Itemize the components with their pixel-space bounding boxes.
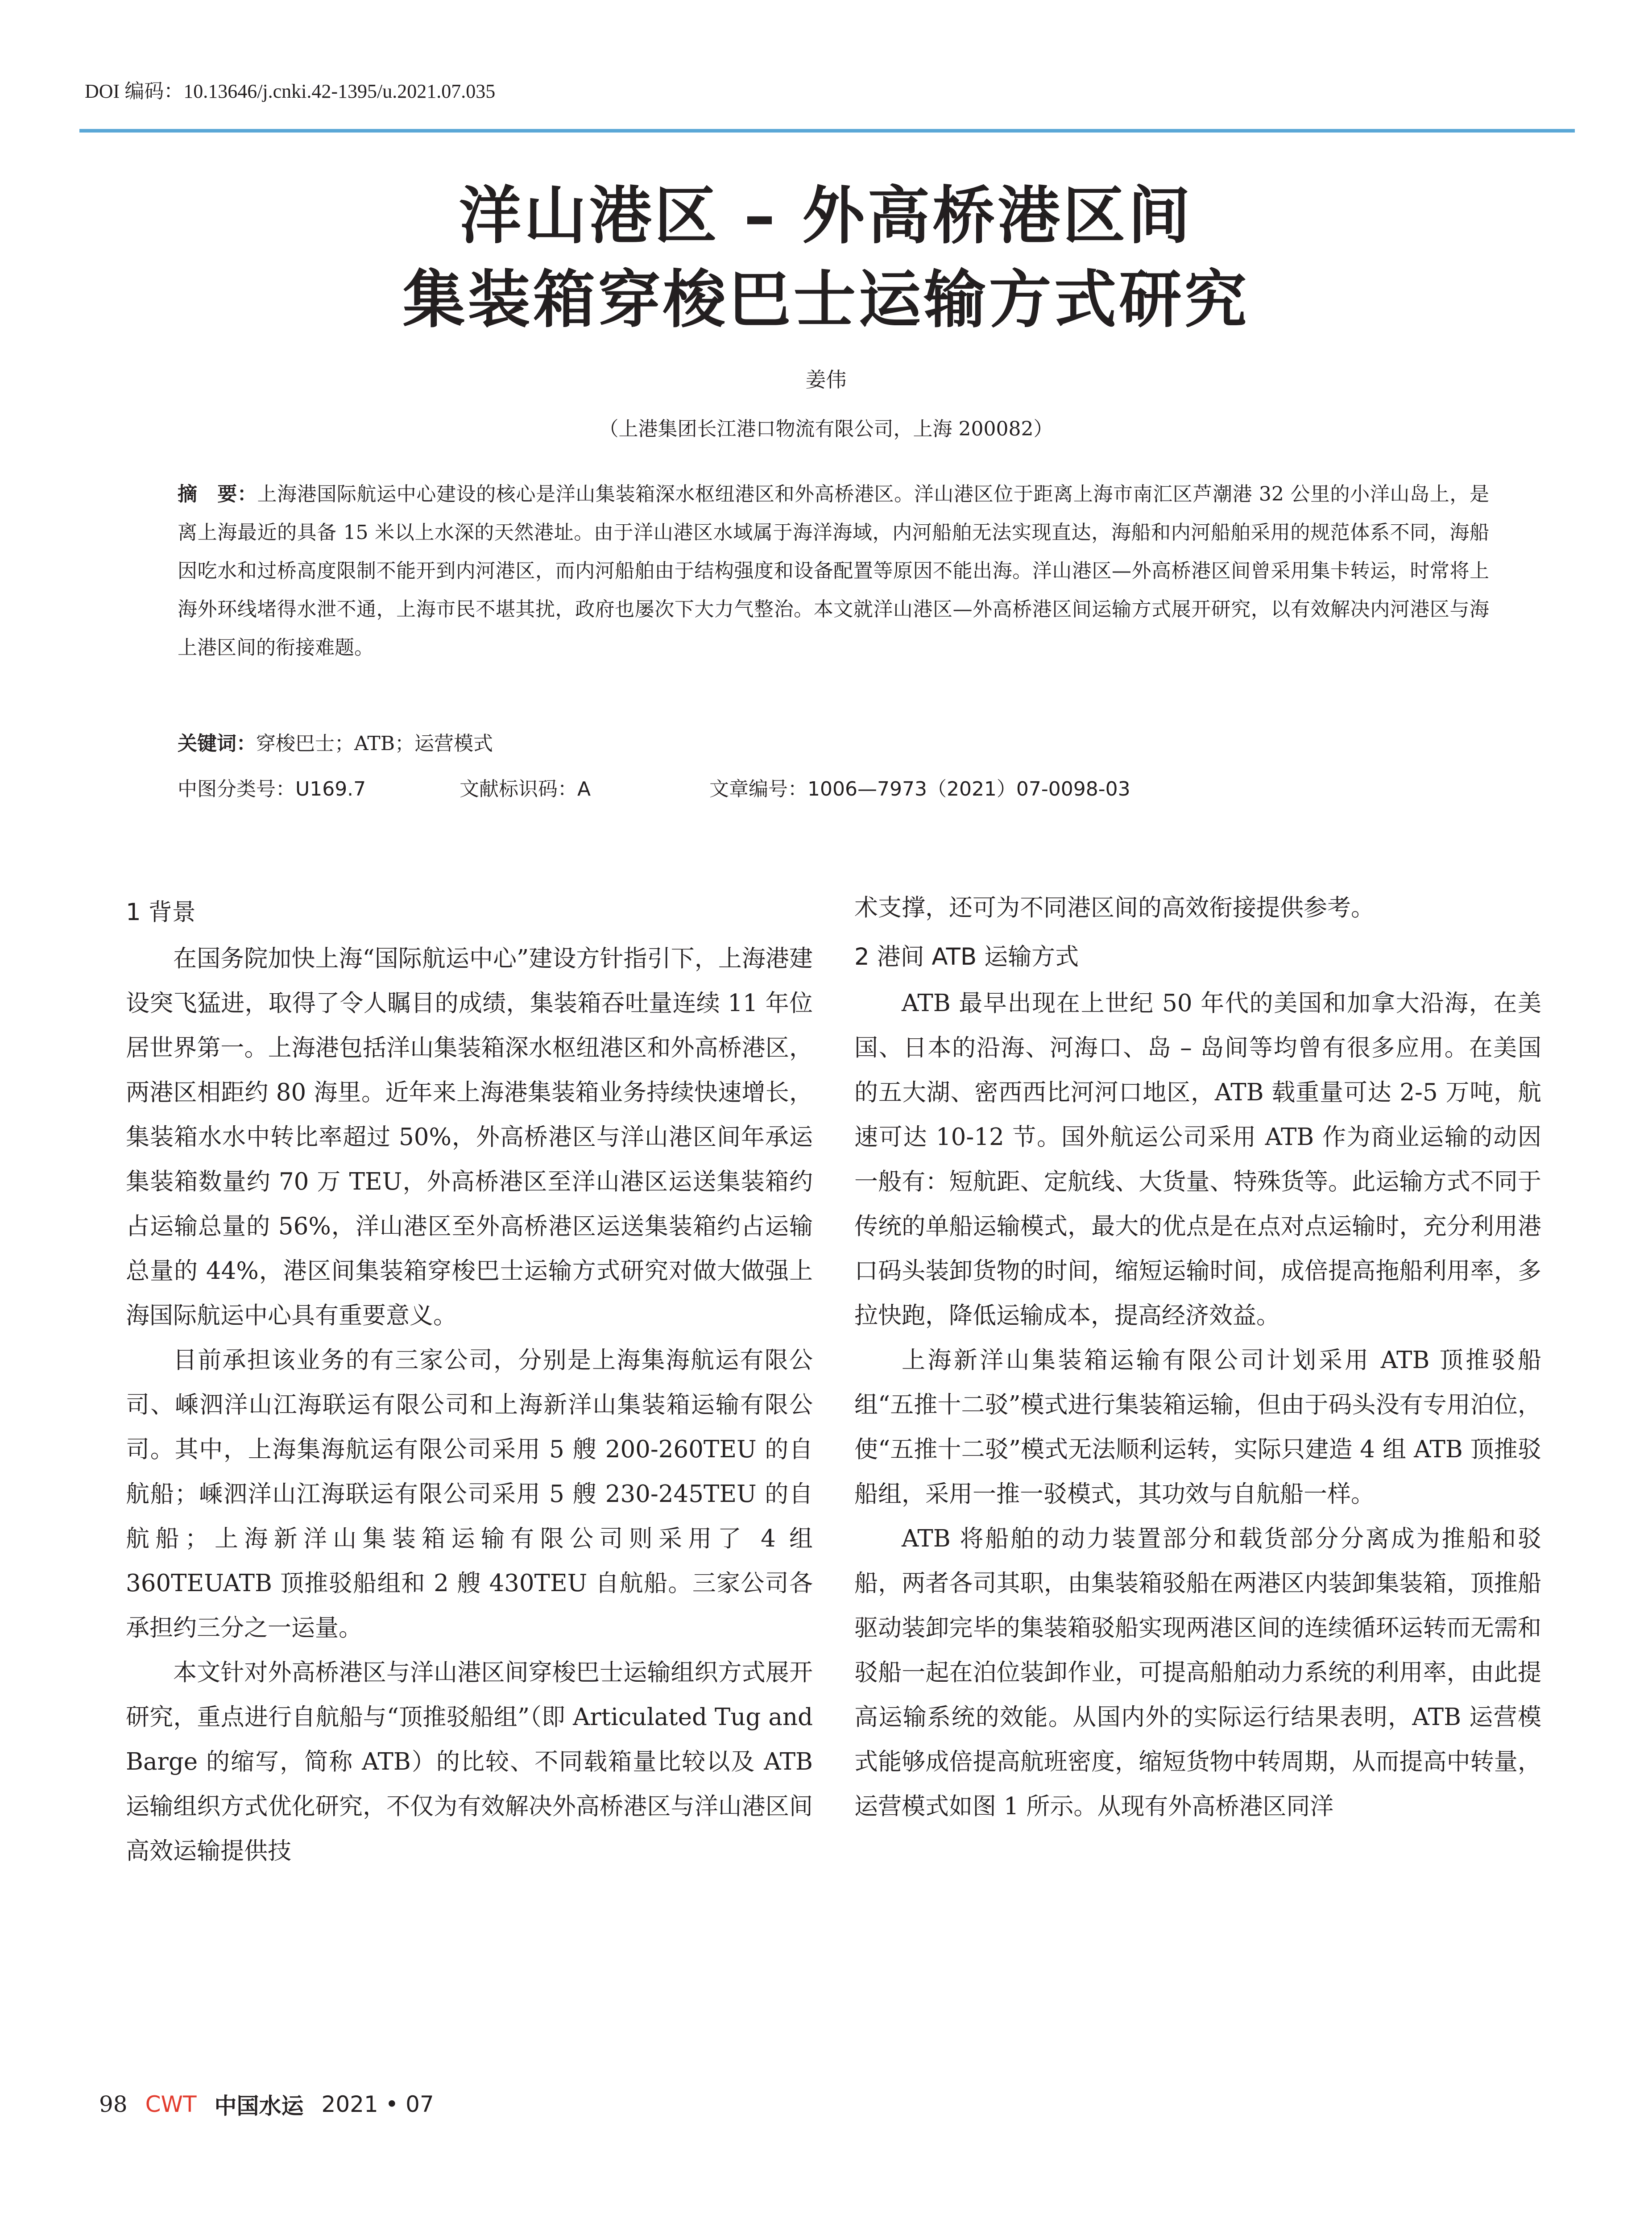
abstract-label: 摘 要： <box>178 483 257 506</box>
keywords <box>178 727 493 756</box>
section-1-heading: 1 背景 <box>126 899 196 926</box>
page-footer <box>99 2088 434 2120</box>
left-column <box>126 886 813 1874</box>
section-2-paragraph-3: ATB 将船舶的动力装置部分和载货部分分离成为推船和驳船，两者各司其职，由集装箱驳船在两港区内装卸集装箱，顶推船驱动装卸完毕的集装箱驳船实现两港区间的连续循环运转而无需和驳船一起在泊位装卸作业，可提高船舶动力系统的利用率，由此提高运输系统的效能。从国内外的实际运行结果表明，ATB 运营模式能够成倍提高航班密度，缩短货物中转周期，从而提高中转量，运营模式如图 1 所示。从现有外高桥港区同洋 <box>854 1525 1541 1820</box>
section-2-paragraph-1: ATB 最早出现在上世纪 50 年代的美国和加拿大沿海，在美国、日本的沿海、河海口、岛 – 岛间等均曾有很多应用。在美国的五大湖、密西西比河河口地区，ATB 载重量可达 2-5 万吨，航速可达 10-12 节。国外航运公司采用 ATB 作为商业运输的动因一般有：短航距、定航线、大货量、特殊货等。此运输方式不同于传统的单船运输模式，最大的优点是在点对点运输时，充分利用港口码头装卸货物的时间，缩短运输时间，成倍提高拖船利用率，多拉快跑，降低运输成本，提高经济效益。 <box>854 990 1541 1329</box>
document-code: 文献标识码：A <box>460 778 591 800</box>
page-number: 98 <box>99 2091 128 2117</box>
article-title-line-2: 集装箱穿梭巴士运输方式研究 <box>402 264 1250 336</box>
section-1-paragraph-3-continued: 术支撑，还可为不同港区间的高效衔接提供参考。 <box>854 894 1375 921</box>
logo-letter-c: C <box>145 2091 161 2117</box>
section-2-heading: 2 港间 ATB 运输方式 <box>854 943 1079 970</box>
article-title-line-1: 洋山港区 – 外高桥港区间 <box>459 180 1193 253</box>
clc-number: 中图分类号：U169.7 <box>178 778 366 800</box>
abstract <box>178 475 1489 667</box>
section-1-paragraph-1: 在国务院加快上海“国际航运中心”建设方针指引下，上海港建设突飞猛进，取得了令人瞩目的成绩，集装箱吞吐量连续 11 年位居世界第一。上海港包括洋山集装箱深水枢纽港区和外高桥港区，两港区相距约 80 海里。近年来上海港集装箱业务持续快速增长，集装箱水水中转比率超过 50%，外高桥港区与洋山港区间年承运集装箱数量约 70 万 TEU，外高桥港区至洋山港区运送集装箱约占运输总量的 56%，洋山港区至外高桥港区运送集装箱约占运输总量的 44%，港区间集装箱穿梭巴士运输方式研究对做大做强上海国际航运中心具有重要意义。 <box>126 945 813 1329</box>
section-1-paragraph-3: 本文针对外高桥港区与洋山港区间穿梭巴士运输组织方式展开研究，重点进行自航船与“顶推驳船组”（即 Articulated Tug and Barge 的缩写，简称 ATB）的比较、不同载箱量比较以及 ATB 运输组织方式优化研究，不仅为有效解决外高桥港区与洋山港区间高效运输提供技 <box>126 1659 813 1865</box>
keywords-text: 穿梭巴士；ATB；运营模式 <box>256 732 493 755</box>
right-column <box>854 886 1541 1829</box>
logo-letter-t: T <box>183 2091 197 2117</box>
section-2-paragraph-2: 上海新洋山集装箱运输有限公司计划采用 ATB 顶推驳船组“五推十二驳”模式进行集装箱运输，但由于码头没有专用泊位，使“五推十二驳”模式无法顺利运转，实际只建造 4 组 ATB 顶推驳船组，采用一推一驳模式，其功效与自航船一样。 <box>854 1347 1541 1508</box>
abstract-text: 上海港国际航运中心建设的核心是洋山集装箱深水枢纽港区和外高桥港区。洋山港区位于距离上海市南汇区芦潮港 32 公里的小洋山岛上，是离上海最近的具备 15 米以上水深的天然港址。由于洋山港区水域属于海洋海域，内河船舶无法实现直达，海船和内河船舶采用的规范体系不同，海船因吃水和过桥高度限制不能开到内河港区，而内河船舶由于结构强度和设备配置等原因不能出海。洋山港区—外高桥港区间曾采用集卡转运，时常将上海外环线堵得水泄不通，上海市民不堪其扰，政府也屡次下大力气整治。本文就洋山港区—外高桥港区间运输方式展开研究，以有效解决内河港区与海上港区间的衔接难题。 <box>178 483 1489 659</box>
keywords-label: 关键词： <box>178 732 256 755</box>
author-name: 姜伟 <box>805 368 847 392</box>
logo-letter-w: W <box>161 2091 183 2117</box>
author-affiliation: （上港集团长江港口物流有限公司，上海 200082） <box>599 418 1053 440</box>
journal-name: 中国水运 <box>214 2093 304 2119</box>
issue-label: 2021 • 07 <box>321 2091 434 2117</box>
article-number: 文章编号：1006—7973（2021）07-0098-03 <box>709 778 1130 800</box>
doi-line: DOI 编码：10.13646/j.cnki.42-1395/u.2021.07.035 <box>85 80 496 102</box>
section-1-paragraph-2: 目前承担该业务的有三家公司，分别是上海集海航运有限公司、嵊泗洋山江海联运有限公司和上海新洋山集装箱运输有限公司。其中，上海集海航运有限公司采用 5 艘 200-260TEU 的自航船；嵊泗洋山江海联运有限公司采用 5 艘 230-245TEU 的自航船；上海新洋山集装箱运输有限公司则采用了 4 组 360TEUATB 顶推驳船组和 2 艘 430TEU 自航船。三家公司各承担约三分之一运量。 <box>126 1347 813 1642</box>
header-rule <box>79 129 1575 133</box>
journal-logo <box>145 2091 197 2117</box>
